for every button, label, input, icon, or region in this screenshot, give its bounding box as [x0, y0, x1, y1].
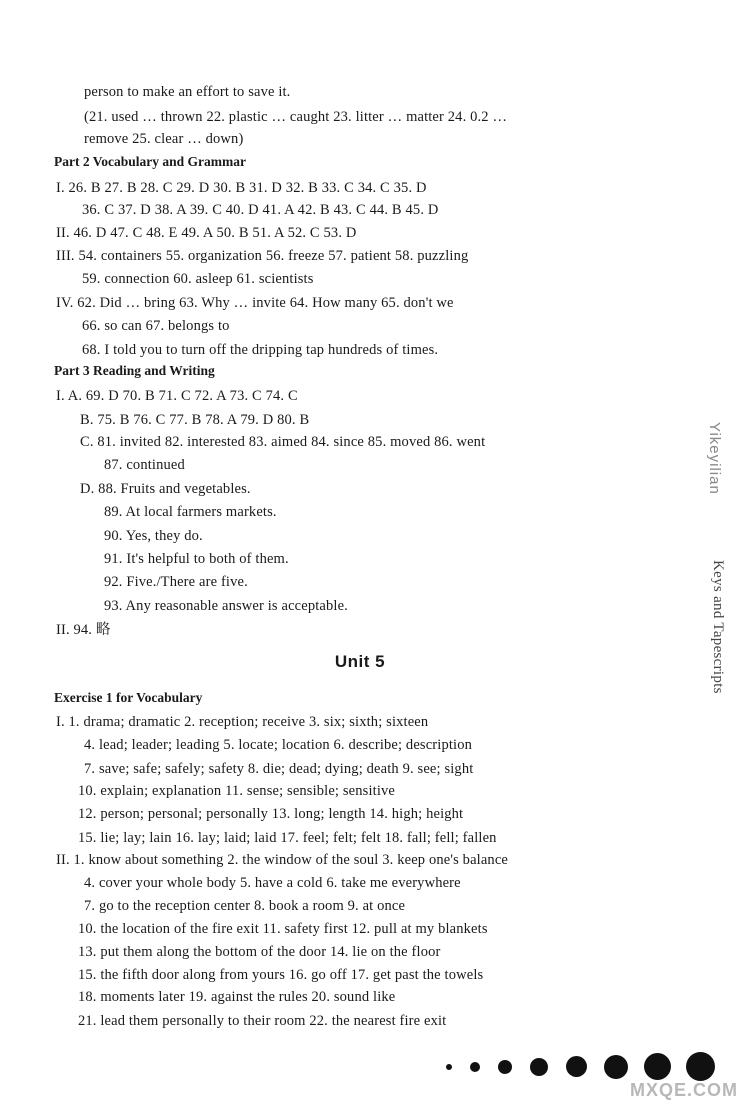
- text-line: II. 94. 略: [56, 622, 111, 638]
- dot-icon: [470, 1062, 480, 1072]
- text-line: II. 46. D 47. C 48. E 49. A 50. B 51. A 52. C 53. D: [56, 225, 357, 241]
- watermark: MXQE.COM: [630, 1080, 739, 1100]
- section-heading-part3: Part 3 Reading and Writing: [54, 363, 215, 378]
- section-heading-exercise1: Exercise 1 for Vocabulary: [54, 690, 203, 705]
- text-line: 66. so can 67. belongs to: [82, 318, 230, 334]
- text-line: 93. Any reasonable answer is acceptable.: [104, 598, 348, 614]
- side-section-label: Keys and Tapescripts: [710, 560, 726, 694]
- text-line: person to make an effort to save it.: [84, 84, 291, 100]
- text-line: 4. lead; leader; leading 5. locate; location 6. describe; description: [84, 737, 473, 753]
- text-line: 15. the fifth door along from yours 16. go off 17. get past the towels: [78, 967, 484, 983]
- text-line: D. 88. Fruits and vegetables.: [80, 481, 251, 497]
- dot-icon: [446, 1064, 452, 1070]
- text-line: I. 26. B 27. B 28. C 29. D 30. B 31. D 32. B 33. C 34. C 35. D: [56, 180, 427, 196]
- text-line: 7. save; safe; safely; safety 8. die; dead; dying; death 9. see; sight: [84, 761, 474, 777]
- text-line: B. 75. B 76. C 77. B 78. A 79. D 80. B: [80, 412, 310, 428]
- text-line: 59. connection 60. asleep 61. scientists: [82, 271, 314, 287]
- text-line: 10. explain; explanation 11. sense; sensible; sensitive: [78, 783, 395, 799]
- text-line: I. A. 69. D 70. B 71. C 72. A 73. C 74. C: [56, 388, 298, 404]
- dot-icon: [604, 1055, 628, 1079]
- dot-icon: [498, 1060, 512, 1074]
- dot-icon: [566, 1056, 587, 1077]
- text-line: remove 25. clear … down): [84, 131, 244, 147]
- unit-title: Unit 5: [334, 652, 386, 671]
- text-line: 92. Five./There are five.: [104, 574, 248, 590]
- side-brand-label: Yikeyilian: [706, 422, 723, 495]
- text-line: 4. cover your whole body 5. have a cold 6. take me everywhere: [84, 875, 461, 891]
- text-line: (21. used … thrown 22. plastic … caught 23. litter … matter 24. 0.2 …: [84, 109, 508, 125]
- text-line: 15. lie; lay; lain 16. lay; laid; laid 17. feel; felt; felt 18. fall; fell; fallen: [78, 830, 497, 846]
- text-line: III. 54. containers 55. organization 56. freeze 57. patient 58. puzzling: [56, 248, 469, 264]
- dot-icon: [644, 1053, 671, 1080]
- text-line: 68. I told you to turn off the dripping tap hundreds of times.: [82, 342, 439, 358]
- text-line: 10. the location of the fire exit 11. safety first 12. pull at my blankets: [78, 921, 488, 937]
- section-heading-part2: Part 2 Vocabulary and Grammar: [54, 154, 246, 169]
- text-line: C. 81. invited 82. interested 83. aimed 84. since 85. moved 86. went: [80, 434, 486, 450]
- dot-icon: [530, 1058, 548, 1076]
- text-line: I. 1. drama; dramatic 2. reception; receive 3. six; sixth; sixteen: [56, 714, 429, 730]
- text-line: 36. C 37. D 38. A 39. C 40. D 41. A 42. B 43. C 44. B 45. D: [82, 202, 439, 218]
- text-line: 91. It's helpful to both of them.: [104, 551, 289, 567]
- text-line: 13. put them along the bottom of the door 14. lie on the floor: [78, 944, 441, 960]
- dot-icon: [686, 1052, 715, 1081]
- text-line: 87. continued: [104, 457, 185, 473]
- text-line: IV. 62. Did … bring 63. Why … invite 64. How many 65. don't we: [56, 295, 454, 311]
- text-line: 89. At local farmers markets.: [104, 504, 277, 520]
- text-line: 90. Yes, they do.: [104, 528, 203, 544]
- text-line: 7. go to the reception center 8. book a room 9. at once: [84, 898, 406, 914]
- text-line: 18. moments later 19. against the rules 20. sound like: [78, 989, 396, 1005]
- text-line: II. 1. know about something 2. the window of the soul 3. keep one's balance: [56, 852, 508, 868]
- text-line: 12. person; personal; personally 13. long; length 14. high; height: [78, 806, 464, 822]
- text-line: 21. lead them personally to their room 22. the nearest fire exit: [78, 1013, 447, 1029]
